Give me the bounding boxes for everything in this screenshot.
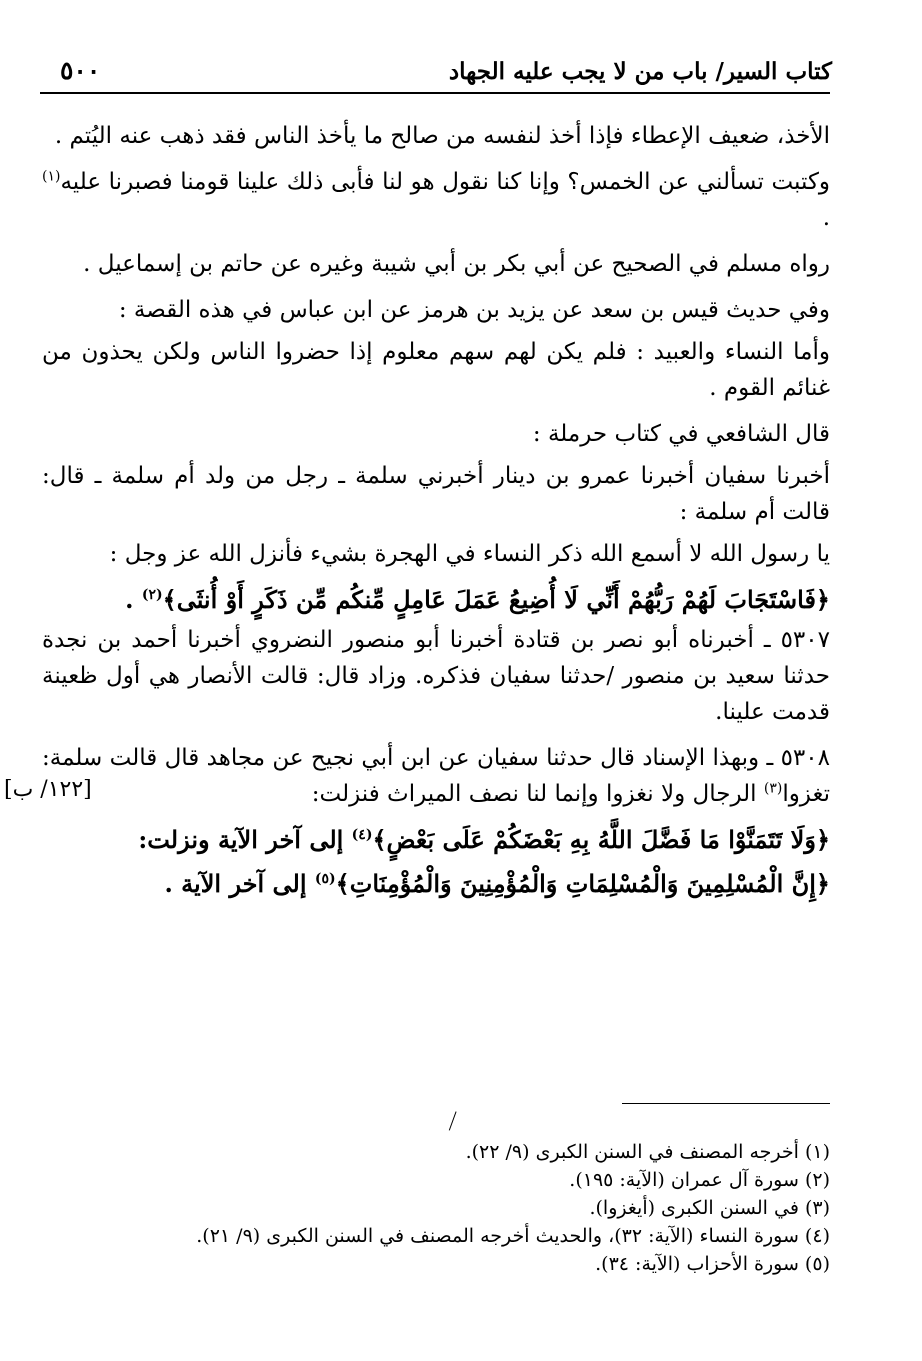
hadith-5308: ٥٣٠٨ ـ وبهذا الإسناد قال حدثنا سفيان عن ابن أبي نجيح عن مجاهد قال قالت سلمة: تغزوا$^{(٣)}$ الرجال ولا نغزوا وإنما لنا نصف الميراث فنزلت:	[42, 745, 830, 807]
main-text	[42, 118, 830, 906]
footnote: (٣) في السنن الكبرى (أيغزوا).	[589, 1197, 830, 1219]
footnote-marker: (١)	[42, 168, 61, 185]
footnote-marker: (٤)	[351, 827, 373, 843]
quran-verse: ﴿فَاسْتَجَابَ لَهُمْ رَبُّهُمْ أَنِّي لَا أُضِيعُ عَمَلَ عَامِلٍ مِّنكُم مِّن ذَكَرٍ أَوْ أُنثَى﴾$^{(٢)}$ .	[125, 585, 830, 614]
footnote-marker: (٢)	[141, 587, 163, 603]
paragraph: رواه مسلم في الصحيح عن أبي بكر بن أبي شيبة وغيره عن حاتم بن إسماعيل .	[83, 251, 830, 277]
quran-verse: ﴿إِنَّ الْمُسْلِمِينَ وَالْمُسْلِمَاتِ وَالْمُؤْمِنِينَ وَالْمُؤْمِنَاتِ﴾$^{(٥)}$ إلى آخر الآية .	[164, 869, 830, 898]
footnote-marker: (٥)	[314, 871, 336, 887]
paragraph: وكتبت تسألني عن الخمس؟ وإنا كنا نقول هو لنا فأبى ذلك علينا قومنا فصبرنا عليه$^{(١)}$ .	[42, 168, 830, 231]
page-number: ٥٠٠	[60, 56, 101, 85]
footnote: (٤) سورة النساء (الآية: ٣٢)، والحديث أخرجه المصنف في السنن الكبرى (٩/ ٢١).	[196, 1225, 830, 1247]
paragraph: أخبرنا سفيان أخبرنا عمرو بن دينار أخبرني سلمة ـ رجل من ولد أم سلمة ـ قال: قالت أم سلمة :	[42, 463, 830, 525]
margin-reference: [١٢٢/ ب]	[4, 777, 92, 802]
paragraph: يا رسول الله لا أسمع الله ذكر النساء في الهجرة بشيء فأنزل الله عز وجل :	[109, 541, 830, 567]
paragraph: وفي حديث قيس بن سعد عن يزيد بن هرمز عن ابن عباس في هذه القصة :	[118, 297, 830, 323]
header-rule	[40, 92, 830, 94]
footnote: (٢) سورة آل عمران (الآية: ١٩٥).	[569, 1169, 830, 1191]
footnotes	[60, 1138, 830, 1278]
running-header	[60, 52, 832, 92]
stray-mark	[449, 1111, 462, 1132]
footnote: (٥) سورة الأحزاب (الآية: ٣٤).	[595, 1253, 830, 1275]
footnote: (١) أخرجه المصنف في السنن الكبرى (٩/ ٢٢).	[465, 1141, 830, 1163]
hadith-5307: ٥٣٠٧ ـ أخبرناه أبو نصر بن قتادة أخبرنا أبو منصور النضروي أخبرنا أحمد بن نجدة حدثنا سعيد بن منصور /حدثنا سفيان فذكره. وزاد قال: قالت الأنصار هي أول ظعينة قدمت علينا.	[42, 627, 830, 725]
paragraph: الأخذ، ضعيف الإعطاء فإذا أخذ لنفسه من صالح ما يأخذ الناس فقد ذهب عنه اليُتم .	[54, 123, 830, 149]
footnote-rule	[622, 1103, 830, 1104]
paragraph: قال الشافعي في كتاب حرملة :	[532, 421, 830, 447]
paragraph: وأما النساء والعبيد : فلم يكن لهم سهم معلوم إذا حضروا الناس ولكن يحذون من غنائم القوم .	[42, 339, 830, 401]
footnote-marker: (٣)	[763, 780, 783, 797]
quran-verse: ﴿وَلَا تَتَمَنَّوْا مَا فَضَّلَ اللَّهُ بِهِ بَعْضَكُمْ عَلَى بَعْضٍ﴾$^{(٤)}$ إلى آخر الآية ونزلت:	[138, 825, 830, 854]
running-title: كتاب السير/ باب من لا يجب عليه الجهاد	[448, 58, 832, 85]
